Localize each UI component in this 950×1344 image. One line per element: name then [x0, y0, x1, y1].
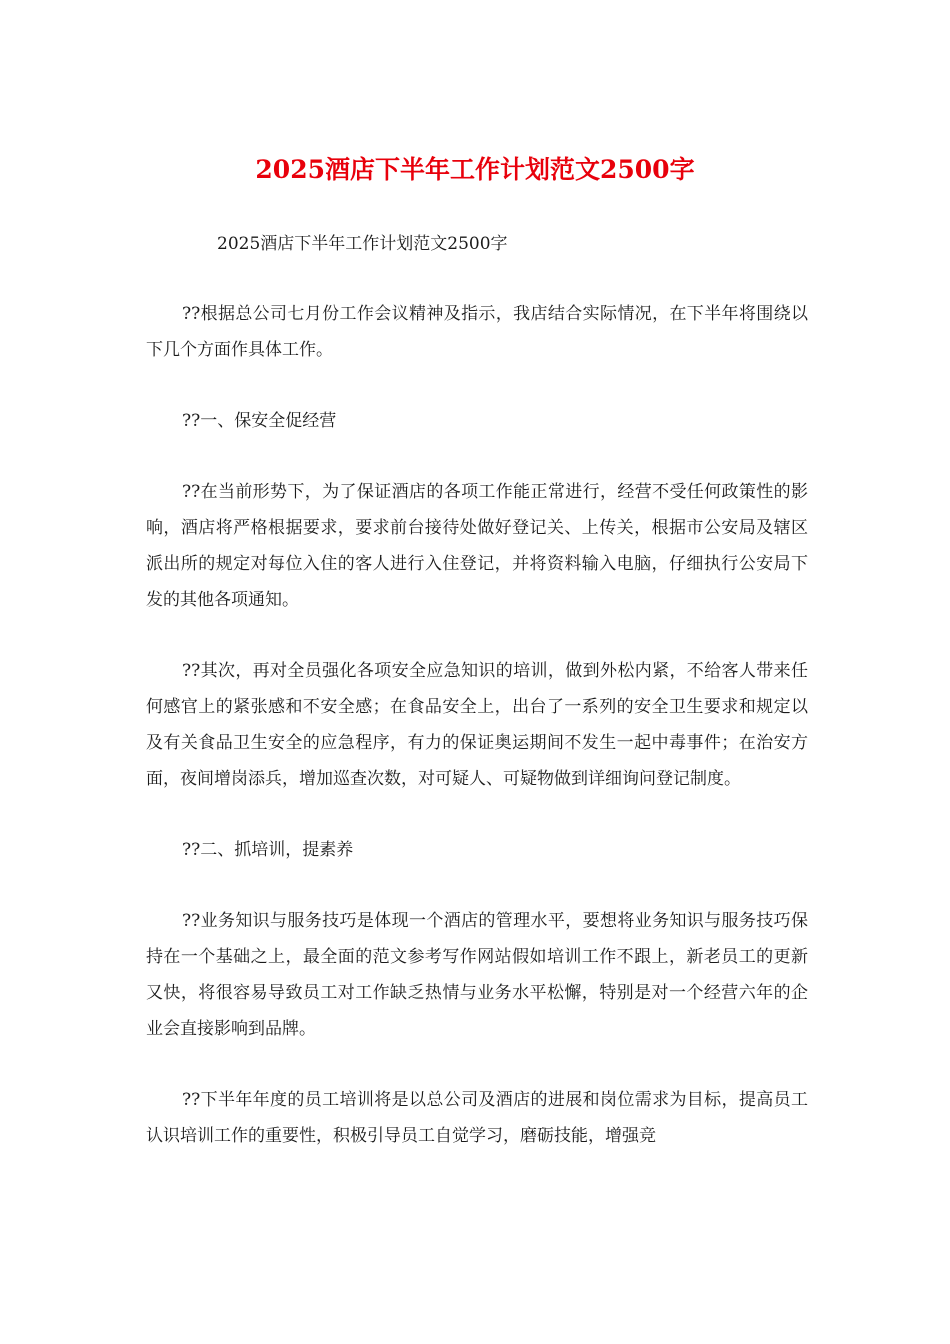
document-body	[146, 296, 808, 1189]
paragraph-safety-training: ??其次，再对全员强化各项安全应急知识的培训，做到外松内紧，不给客人带来任何感官上的紧张感和不安全感；在食品安全上，出台了一系列的安全卫生要求和规定以及有关食品卫生安全的应急程序，有力的保证奥运期间不发生一起中毒事件；在治安方面，夜间增岗添兵，增加巡查次数，对可疑人、可疑物做到详细询问登记制度。	[146, 661, 808, 789]
section-heading-training: ??二、抓培训，提素养	[182, 840, 354, 860]
paragraph-training-skills: ??业务知识与服务技巧是体现一个酒店的管理水平，要想将业务知识与服务技巧保持在一个基础之上，最全面的范文参考写作网站假如培训工作不跟上，新老员工的更新又快，将很容易导致员工对工作缺乏热情与业务水平松懈，特别是对一个经营六年的企业会直接影响到品牌。	[146, 911, 808, 1039]
section-heading-safety: ??一、保安全促经营	[182, 411, 337, 431]
document-subtitle: 2025酒店下半年工作计划范文2500字	[217, 234, 508, 254]
paragraph-training-plan: ??下半年年度的员工培训将是以总公司及酒店的进展和岗位需求为目标，提高员工认识培训工作的重要性，积极引导员工自觉学习，磨砺技能，增强竞	[146, 1090, 808, 1146]
paragraph-safety-registration: ??在当前形势下，为了保证酒店的各项工作能正常进行，经营不受任何政策性的影响，酒店将严格根据要求，要求前台接待处做好登记关、上传关，根据市公安局及辖区派出所的规定对每位入住的客人进行入住登记，并将资料输入电脑，仔细执行公安局下发的其他各项通知。	[146, 482, 808, 610]
paragraph-intro: ??根据总公司七月份工作会议精神及指示，我店结合实际情况，在下半年将围绕以下几个方面作具体工作。	[146, 304, 808, 360]
document-title: 2025酒店下半年工作计划范文2500字	[255, 155, 695, 184]
